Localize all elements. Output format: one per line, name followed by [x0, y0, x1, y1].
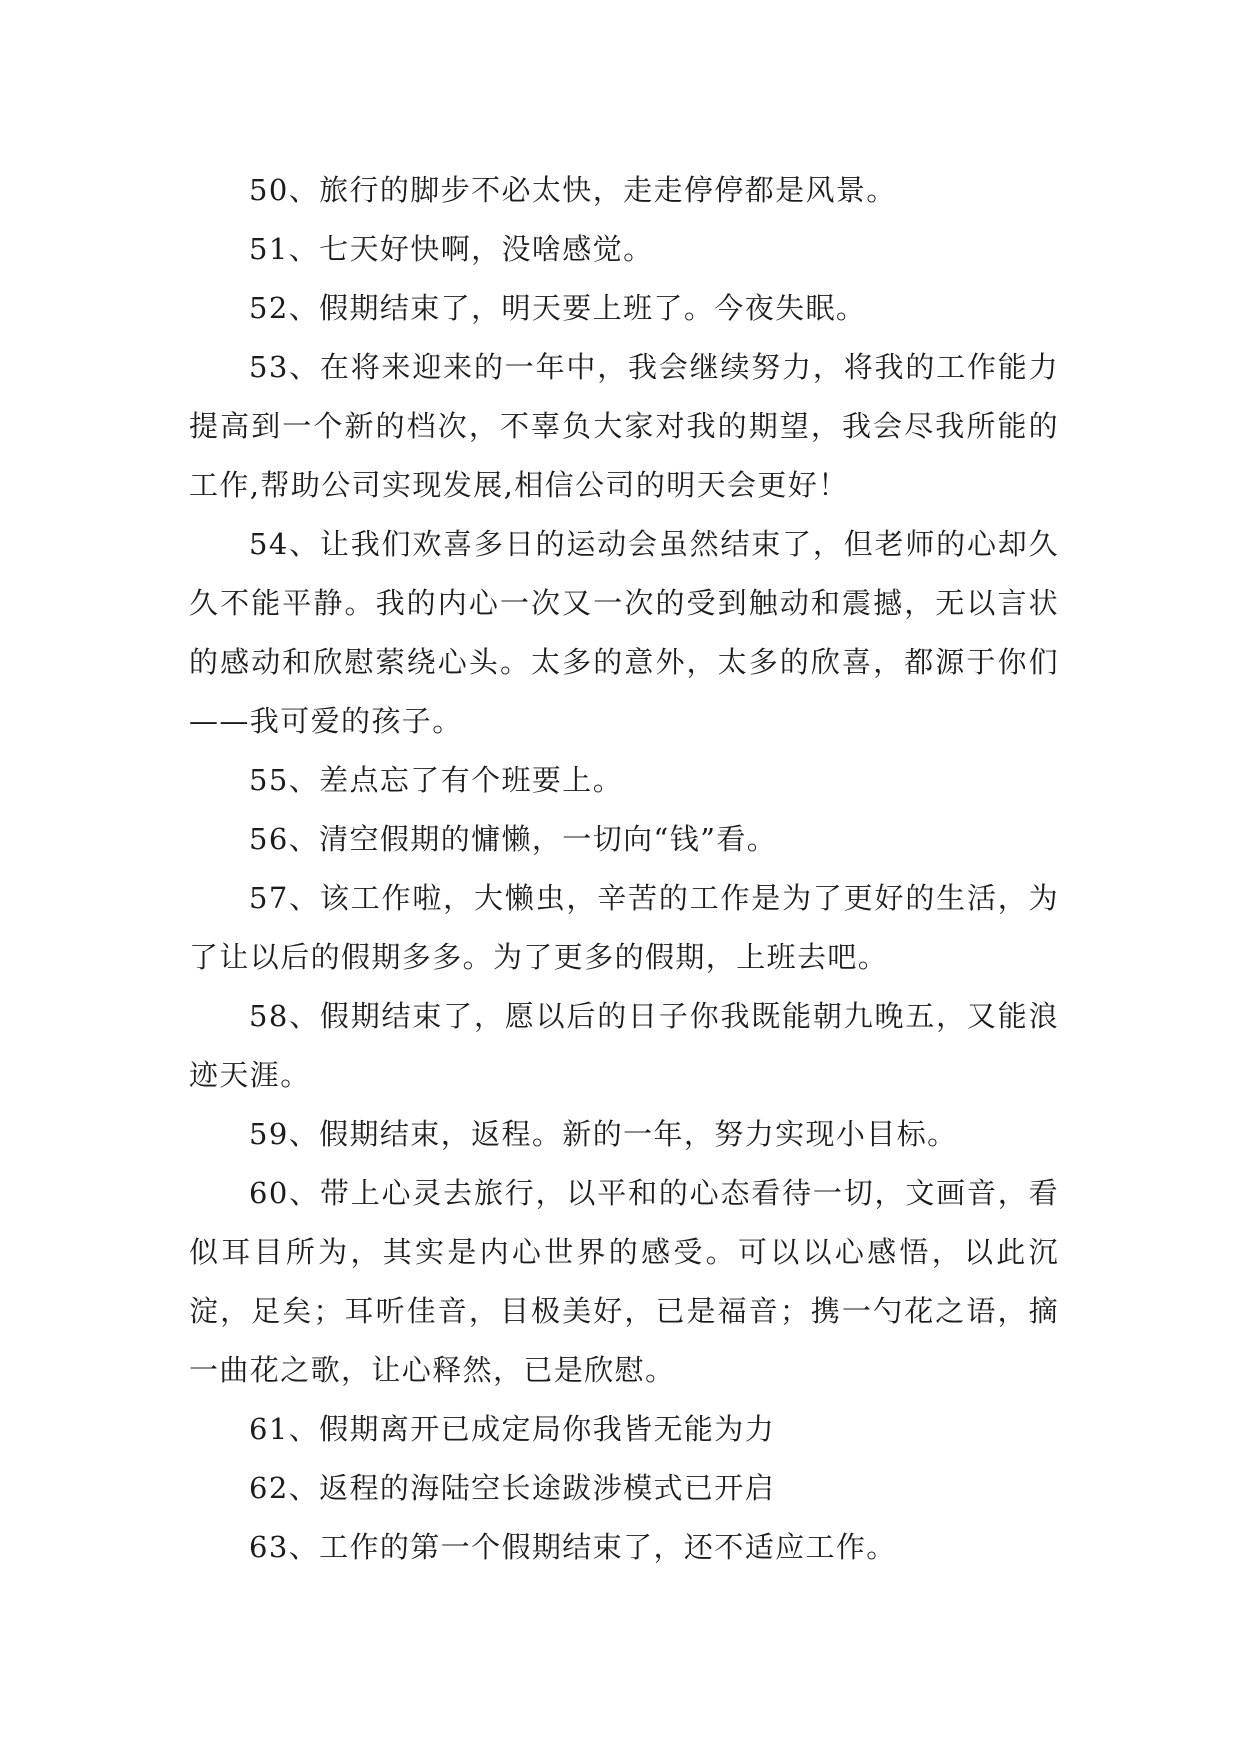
- list-item: 52、假期结束了，明天要上班了。今夜失眠。: [249, 291, 867, 325]
- list-item: 61、假期离开已成定局你我皆无能为力: [249, 1412, 776, 1446]
- list-item: 60、带上心灵去旅行，以平和的心态看待一切，文画音，看似耳目所为，其实是内心世界的感受。可以以心感悟，以此沉淀，足矣；耳听佳音，目极美好，已是福音；携一勺花之语，摘一曲花之歌，让心释然，已是欣慰。: [189, 1176, 1059, 1387]
- list-item: 57、该工作啦，大懒虫，辛苦的工作是为了更好的生活，为了让以后的假期多多。为了更多的假期，上班去吧。: [189, 881, 1059, 974]
- list-item: 53、在将来迎来的一年中，我会继续努力，将我的工作能力提高到一个新的档次，不辜负大家对我的期望，我会尽我所能的工作,帮助公司实现发展,相信公司的明天会更好！: [189, 350, 1059, 502]
- list-item: 59、假期结束，返程。新的一年，努力实现小目标。: [249, 1117, 958, 1151]
- list-item: 56、清空假期的慵懒，一切向“钱”看。: [249, 822, 778, 856]
- list-item: 58、假期结束了，愿以后的日子你我既能朝九晚五，又能浪迹天涯。: [189, 999, 1059, 1092]
- document-body: [189, 161, 1059, 1577]
- list-item: 51、七天好快啊，没啥感觉。: [249, 232, 654, 266]
- list-item: 54、让我们欢喜多日的运动会虽然结束了，但老师的心却久久不能平静。我的内心一次又一次的受到触动和震撼，无以言状的感动和欣慰萦绕心头。太多的意外，太多的欣喜，都源于你们——我可爱的孩子。: [189, 527, 1059, 738]
- list-item: 55、差点忘了有个班要上。: [249, 763, 624, 797]
- list-item: 50、旅行的脚步不必太快，走走停停都是风景。: [249, 173, 897, 207]
- list-item: 63、工作的第一个假期结束了，还不适应工作。: [249, 1530, 897, 1564]
- list-item: 62、返程的海陆空长途跋涉模式已开启: [249, 1471, 776, 1505]
